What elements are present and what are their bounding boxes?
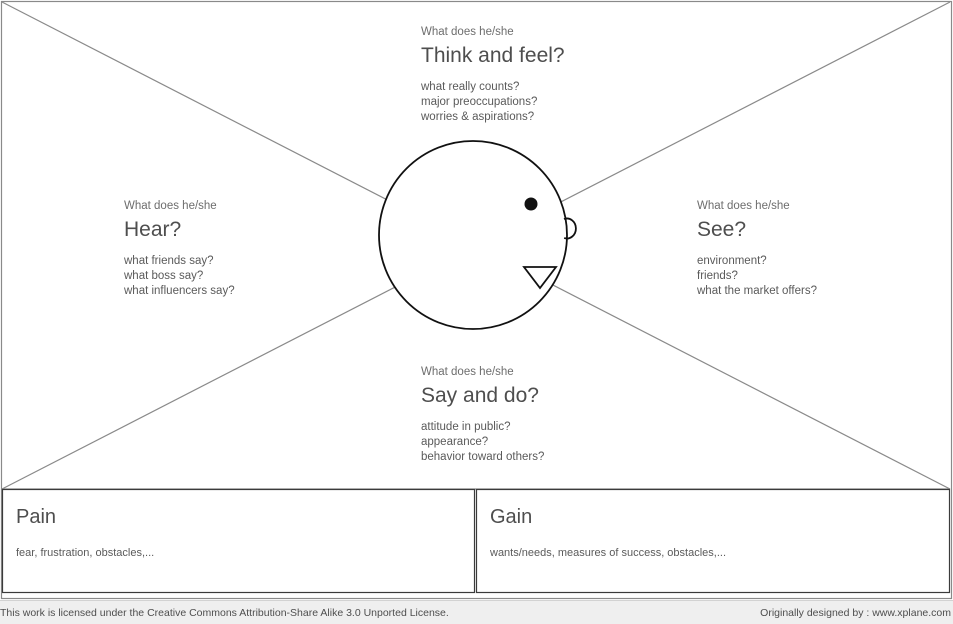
eye-dot xyxy=(525,198,538,211)
quadrant-kicker: What does he/she xyxy=(421,26,514,38)
prompt-line: what really counts? xyxy=(421,80,520,93)
quadrant-say-and-do xyxy=(421,365,544,466)
quadrant-title: Hear? xyxy=(124,217,182,241)
quadrant-title: Say and do? xyxy=(421,383,539,407)
quadrant-prompts xyxy=(421,80,565,126)
quadrant-title: Think and feel? xyxy=(421,43,565,67)
quadrant-prompts xyxy=(697,254,817,300)
quadrant-kicker: What does he/she xyxy=(421,366,514,378)
head-circle xyxy=(379,141,567,329)
pain-box xyxy=(2,489,475,593)
prompt-line: worries & aspirations? xyxy=(421,111,535,124)
pain-title: Pain xyxy=(16,506,57,528)
license-text: This work is licensed under the Creative Commons Attribution-Share Alike 3.0 Unported License. xyxy=(0,607,449,619)
prompt-line: what boss say? xyxy=(124,269,204,282)
quadrant-kicker: What does he/she xyxy=(124,200,217,212)
gain-text: wants/needs, measures of success, obstacles,... xyxy=(490,547,727,559)
gain-box xyxy=(476,489,950,593)
credit-text: Originally designed by : www.xplane.com xyxy=(760,607,951,619)
prompt-line: environment? xyxy=(697,254,767,267)
quadrant-kicker: What does he/she xyxy=(697,200,790,212)
quadrant-prompts xyxy=(124,254,235,300)
prompt-line: what the market offers? xyxy=(697,285,817,298)
prompt-line: behavior toward others? xyxy=(421,451,545,464)
quadrant-think-and-feel xyxy=(421,25,565,126)
prompt-line: appearance? xyxy=(421,435,489,448)
quadrant-prompts xyxy=(421,420,544,466)
gain-title: Gain xyxy=(490,506,533,528)
prompt-line: major preoccupations? xyxy=(421,95,538,108)
prompt-line: attitude in public? xyxy=(421,420,511,433)
quadrant-title: See? xyxy=(697,217,747,241)
footer-bar xyxy=(0,600,953,624)
prompt-line: friends? xyxy=(697,269,738,282)
prompt-line: what friends say? xyxy=(124,254,214,267)
pain-text: fear, frustration, obstacles,... xyxy=(16,547,155,559)
quadrant-hear xyxy=(124,199,235,300)
quadrant-see xyxy=(697,199,817,300)
prompt-line: what influencers say? xyxy=(124,285,235,298)
